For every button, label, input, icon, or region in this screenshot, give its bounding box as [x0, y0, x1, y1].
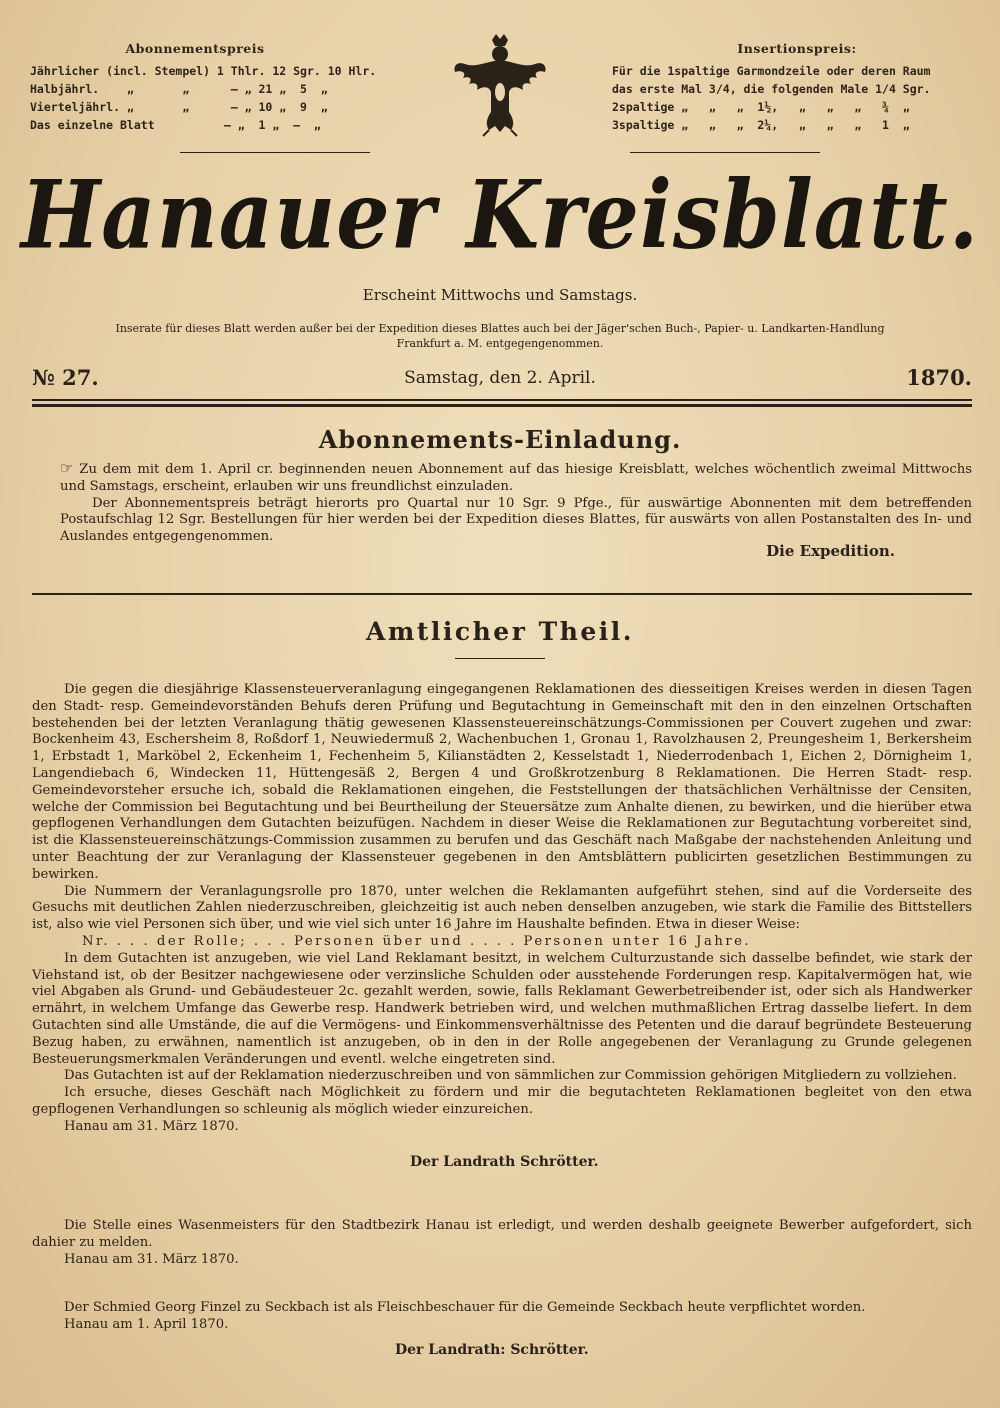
- heavy-rule: [32, 399, 972, 401]
- notice-fleischbeschauer-text: Der Schmied Georg Finzel zu Seckbach ist als Fleischbeschauer für die Gemeinde Seckbach heute verpflichtet worden.: [64, 1300, 866, 1315]
- heavy-rule: [32, 404, 972, 407]
- subscription-price-row: Das einzelne Blatt — „ 1 „ — „: [30, 118, 321, 132]
- subscription-price-block: [30, 40, 377, 134]
- notice-wasenmeister-text: Die Stelle eines Wasenmeisters für den Stadtbezirk Hanau ist erledigt, und werden deshalb geeignete Bewerber aufgefordert, sich dahier zu melden.: [32, 1218, 972, 1250]
- insertion-price-block: [612, 40, 982, 134]
- notice-wasenmeister-date: Hanau am 31. März 1870.: [64, 1251, 239, 1267]
- subscription-invite-signature: Die Expedition.: [766, 542, 895, 560]
- notice-line-2: Frankfurt a. M. entgegengenommen.: [396, 337, 604, 350]
- insertion-price-heading: Insertionspreis:: [737, 41, 857, 56]
- official-paragraph: Die Nummern der Veranlagungsrolle pro 1870, unter welchen die Reklamanten aufgeführt stehen, sind auf die Vorderseite des Gesuchs mit deutlichen Zahlen niederzuschreiben, gleichzeitig ist auch neben denselben anzugeben, wie stark die Familie des Bittstellers ist, also wie viel Personen sich über, und wie viel sich unter 16 Jahre im Haushalte befinden. Etwa in dieser Weise:: [32, 883, 972, 933]
- notice-wasenmeister: [32, 1218, 972, 1268]
- subscription-invite-para2: Der Abonnementspreis beträgt hierorts pro Quartal nur 10 Sgr. 9 Pfge., für auswärtige Abonnenten mit dem betreffenden Postaufschlag 12 Sgr. Bestellungen für hier werden bei der Expedition dieses Blattes, für auswärts von allen Postanstalten des In- und Auslandes entgegengenommen.: [60, 495, 972, 545]
- notice-fleischbeschauer-signature: Der Landrath: Schrötter.: [395, 1342, 589, 1358]
- insertion-price-row: Für die 1spaltige Garmondzeile oder deren Raum: [612, 64, 931, 78]
- subscription-price-heading: Abonnementspreis: [125, 41, 265, 56]
- insertion-price-row: 2spaltige „ „ „ 1½, „ „ „ ¾ „: [612, 100, 910, 114]
- notice-line-1: Inserate für dieses Blatt werden außer bei der Expedition dieses Blattes auch bei der Jäger'schen Buch-, Papier- u. Landkarten-Handlung: [115, 322, 885, 335]
- issue-number: № 27.: [32, 365, 99, 390]
- title-underline: [455, 658, 545, 659]
- appears-line: Erscheint Mittwochs und Samstags.: [362, 286, 638, 304]
- official-paragraph: In dem Gutachten ist anzugeben, wie viel Land Reklamant besitzt, in welchem Culturzustande sich dasselbe befindet, wie stark der Viehstand ist, ob der Besitzer nachgewiesene oder verzinsliche Schulden oder ausstehende Forderungen resp. Kapitalvermögen hat, wie viel Abgaben als Grund- und Gebäudesteuer 2c. gezahlt werden, sowie, falls Reklamant Gewerbetreibender ist, oder sich als Handwerker ernährt, in welchem Umfange das Gewerbe resp. Handwerk betrieben wird, und welchen muthmaßlichen Ertrag dasselbe liefert. In dem Gutachten sind alle Umstände, die auf die Vermögens- und Einkommensverhältnisse des Petenten und die darauf begründete Besteuerung Bezug haben, zu erwähnen, namentlich ist anzugeben, ob in den in der Rolle angegebenen der Veranlagung zu Grunde gelegenen Besteuerungsmerkmalen Veränderungen und eventl. welche eingetreten sind.: [32, 950, 972, 1067]
- official-place-date: Hanau am 31. März 1870.: [64, 1118, 239, 1134]
- notice-line: [20, 321, 980, 351]
- official-paragraph: Ich ersuche, dieses Geschäft nach Möglichkeit zu fördern und mir die begutachteten Reklamationen begleitet von den etwa gepflogenen Verhandlungen so schleunig als möglich wieder einzureichen.: [32, 1085, 972, 1117]
- subscription-invite-title: Abonnements-Einladung.: [318, 425, 682, 454]
- subscription-price-row: Halbjährl. „ „ — „ 21 „ 5 „: [30, 82, 328, 96]
- issue-date: Samstag, den 2. April.: [404, 368, 596, 388]
- official-paragraph: Die gegen die diesjährige Klassensteuerveranlagung eingegangenen Reklamationen des diesseitigen Kreises werden in diesen Tagen den Stadt- resp. Gemeindevorständen Behufs deren Prüfung und Begutachtung in Gemeinschaft mit den in den einzelnen Ortschaften bestehenden bei der letzten Veranlagung thätig gewesenen Klassensteuereinschätzungs-Commissionen per Couvert zugehen und zwar: Bockenheim 43, Eschersheim 8, Roßdorf 1, Neuwiedermuß 2, Wachenbuchen 1, Gronau 1, Ravolzhausen 2, Preungesheim 1, Berkersheim 1, Erbstadt 1, Marköbel 2, Eckenheim 1, Fechenheim 5, Kilianstädten 2, Kesselstadt 1, Niederrodenbach 1, Eichen 2, Dörnigheim 1, Langendiebach 6, Windecken 11, Hüttengesäß 2, Bergen 4 und Großkrotzenburg 8 Reklamationen. Die Herren Stadt- resp. Gemeindevorsteher ersuche ich, sobald die Reklamationen eingehen, die Feststellungen der thatsächlichen Verhältnisse der Censiten, welche der Commission bei Begutachtung und bei Beurtheilung der Steuersätze zum Anhalte dienen, zu bewirken, und die hierüber etwa gepflogenen Verhandlungen dem Gutachten beizufügen. Nachdem in dieser Weise die Reklamationen zur Begutachtung vorbereitet sind, ist die Klassensteuereinschätzungs-Commission zusammen zu berufen und das Geschäft nach Maßgabe der nachstehenden Anleitung und unter Beachtung der zur Veranlagung der Klassensteuer gegebenen in den Amtsblättern publicirten gesetzlichen Bestimmungen zu bewirken.: [32, 682, 972, 882]
- masthead-title: Hanauer Kreisblatt.: [20, 159, 980, 270]
- insertion-price-row: das erste Mal 3/4, die folgenden Male 1/4 Sgr.: [612, 82, 931, 96]
- notice-fleischbeschauer-date: Hanau am 1. April 1870.: [64, 1316, 229, 1332]
- official-signature: Der Landrath Schrötter.: [410, 1154, 599, 1170]
- issue-year: 1870.: [906, 365, 972, 390]
- official-paragraph: Das Gutachten ist auf der Reklamation niederzuschreiben und von sämmlichen zur Commission gehörigen Mitgliedern zu vollziehen.: [64, 1068, 957, 1084]
- insertion-price-row: 3spaltige „ „ „ 2¼, „ „ „ 1 „: [612, 118, 910, 132]
- pointing-hand-icon: ☞: [60, 459, 74, 477]
- subscription-invite-para1: Zu dem mit dem 1. April cr. beginnenden neuen Abonnement auf das hiesige Kreisblatt, welches wöchentlich zweimal Mittwochs und Samstags, erscheint, erlauben wir uns freundlichst einzuladen.: [60, 462, 972, 494]
- official-section-title: Amtlicher Theil.: [366, 617, 634, 646]
- subscription-price-row: Jährlicher (incl. Stempel) 1 Thlr. 12 Sgr. 10 Hlr.: [30, 64, 377, 78]
- subscription-price-row: Vierteljährl. „ „ — „ 10 „ 9 „: [30, 100, 328, 114]
- official-body: [32, 682, 972, 1136]
- official-example-line: Nr. . . . der Rolle; . . . Personen über und . . . . Personen unter 16 Jahre.: [82, 933, 752, 949]
- subscription-invite-body: [60, 460, 972, 546]
- notice-fleischbeschauer: [32, 1300, 972, 1334]
- prussian-eagle-icon: [445, 30, 555, 140]
- section-rule: [32, 593, 972, 595]
